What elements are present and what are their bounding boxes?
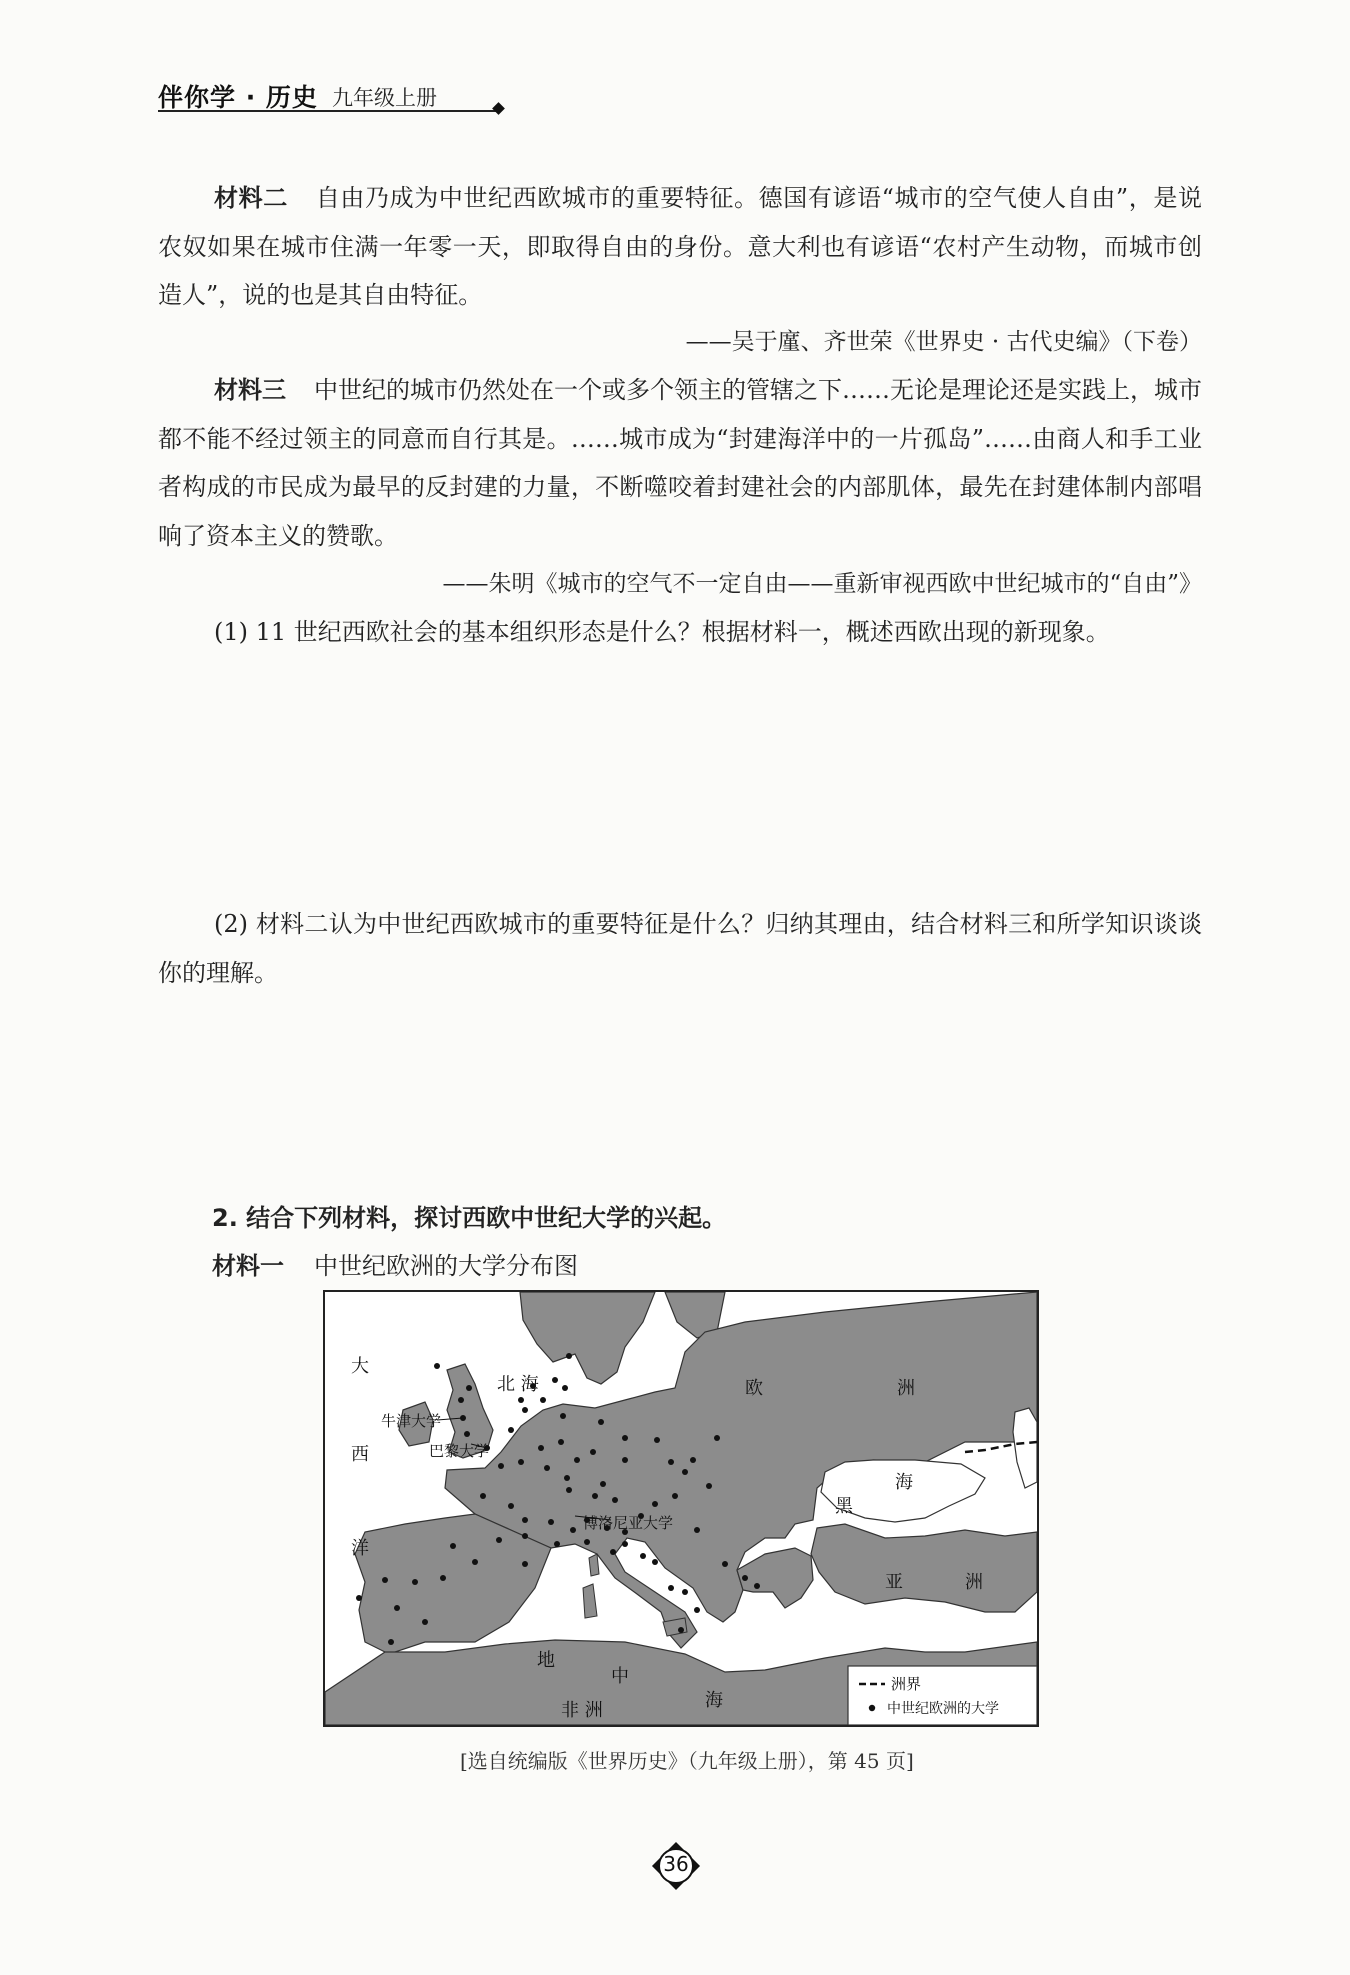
material2-label: 材料二: [214, 184, 288, 212]
page-number: 36: [663, 1852, 689, 1876]
map-label-europe-2: 洲: [897, 1378, 915, 1399]
map-label-africa: 非 洲: [561, 1700, 603, 1721]
material3-text: 中世纪的城市仍然处在一个或多个领主的管辖之下……无论是理论还是实践上，城市都不能不经过领主的同意而自行其是。……城市成为“封建海洋中的一片孤岛”……由商人和手工业者构成的市民成为最早的反封建的力量，不断噬咬着封建社会的内部肌体，最先在封建体制内部唱响了资本主义的赞歌。: [158, 376, 1202, 550]
map-label-atlantic-1: 大: [351, 1356, 369, 1377]
map-label-asia-1: 亚: [885, 1572, 903, 1593]
map-caption: [选自统编版《世界历史》（九年级上册），第 45 页]: [460, 1749, 914, 1773]
map-label-north-sea: 北 海: [497, 1374, 539, 1395]
section2-material1-label: 材料一: [212, 1252, 284, 1280]
map-label-asia-2: 洲: [965, 1572, 983, 1593]
material2-paragraph: [158, 174, 1202, 320]
legend-border-label: 洲界: [891, 1675, 922, 1693]
map-label-atlantic-3: 洋: [351, 1538, 369, 1559]
map-label-europe-1: 欧: [745, 1378, 763, 1399]
material3-paragraph: [158, 366, 1202, 560]
section2-material1: [212, 1246, 578, 1281]
book-subtitle: 九年级上册: [332, 86, 437, 110]
map-label-bologna: 博洛尼亚大学: [583, 1514, 674, 1532]
map-label-paris: 巴黎大学: [429, 1442, 490, 1460]
header-rule: [158, 110, 496, 112]
material2-text: 自由乃成为中世纪西欧城市的重要特征。德国有谚语“城市的空气使人自由”，是说农奴如果在城市住满一年零一天，即取得自由的身份。意大利也有谚语“农村产生动物，而城市创造人”，说的也是其自由特征。: [158, 184, 1202, 309]
legend-university-label: 中世纪欧洲的大学: [887, 1701, 999, 1717]
map-label-atlantic-2: 西: [351, 1444, 369, 1465]
question-1: (1) 11 世纪西欧社会的基本组织形态是什么？根据材料一，概述西欧出现的新现象。: [214, 618, 1110, 646]
university-map: [323, 1290, 1039, 1727]
map-label-med-2: 中: [611, 1666, 629, 1687]
material3-label: 材料三: [214, 376, 286, 404]
map-title: 中世纪欧洲的大学分布图: [314, 1252, 578, 1280]
question-2: (2) 材料二认为中世纪西欧城市的重要特征是什么？归纳其理由，结合材料三和所学知识谈谈你的理解。: [158, 910, 1202, 987]
map-label-black-sea-2: 海: [895, 1472, 913, 1493]
map-label-med-1: 地: [537, 1650, 555, 1671]
map-label-med-3: 海: [705, 1690, 723, 1711]
book-title: 伴你学 · 历史: [158, 83, 318, 112]
material3-source: ——朱明《城市的空气不一定自由——重新审视西欧中世纪城市的“自由”》: [442, 571, 1202, 597]
page-number-badge: [652, 1842, 700, 1890]
header-diamond-icon: [492, 102, 505, 115]
map-label-oxford: 牛津大学: [381, 1412, 442, 1430]
section2-title: 2. 结合下列材料，探讨西欧中世纪大学的兴起。: [212, 1204, 727, 1232]
material2-source: ——吴于廑、齐世荣《世界史 · 古代史编》（下卷）: [685, 329, 1202, 355]
map-label-black-sea-1: 黑: [835, 1496, 853, 1517]
map-svg: [325, 1292, 1037, 1725]
